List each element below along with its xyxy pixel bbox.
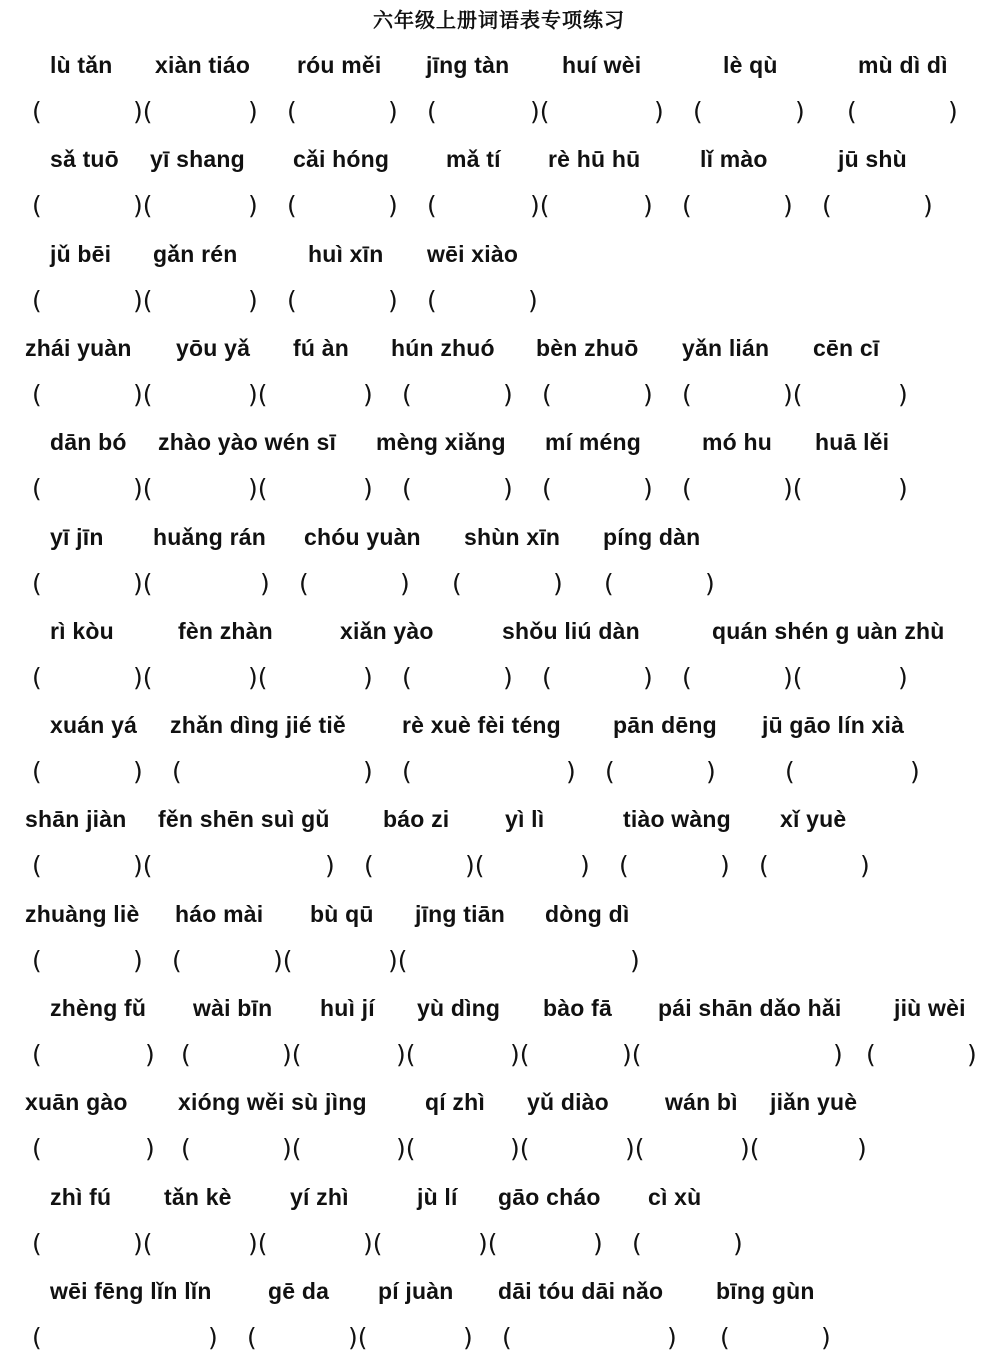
pinyin-word: zhì fú [50, 1183, 112, 1210]
answer-bracket: ) [388, 97, 398, 126]
pinyin-word: cēn cī [813, 334, 880, 361]
answer-bracket: ) [133, 945, 143, 975]
answer-bracket: ) [580, 851, 590, 881]
answer-bracket: ) [388, 191, 398, 221]
answer-bracket: )( [396, 1134, 416, 1164]
answer-bracket: ) [593, 1228, 603, 1258]
pinyin-row [0, 136, 998, 182]
pinyin-word: dān bó [50, 429, 127, 456]
answer-bracket: ) [260, 568, 270, 598]
pinyin-word: zhǎn dìng jié tiě [170, 712, 346, 739]
answer-bracket: ( [32, 1040, 42, 1069]
answer-bracket: ) [967, 1040, 977, 1069]
answer-bracket: )( [248, 379, 268, 409]
answer-bracket: ) [363, 474, 373, 504]
pinyin-word: yí zhì [290, 1183, 349, 1210]
answer-row [0, 183, 998, 229]
answer-bracket: ( [605, 757, 615, 787]
pinyin-word: báo zi [383, 806, 450, 833]
pinyin-row [0, 796, 998, 842]
answer-bracket: ( [682, 662, 692, 692]
answer-bracket: ( [299, 568, 309, 598]
pinyin-word: xuán yá [50, 712, 138, 739]
answer-bracket: ( [866, 1040, 876, 1069]
answer-bracket: ) [643, 474, 653, 504]
answer-bracket: ) [643, 191, 653, 221]
pinyin-word: jù lí [417, 1183, 458, 1210]
answer-bracket: )( [530, 191, 550, 221]
pinyin-word: shǒu liú dàn [502, 617, 640, 644]
answer-bracket: ) [706, 757, 716, 787]
answer-bracket: ) [833, 1040, 843, 1069]
answer-bracket: )( [478, 1228, 498, 1258]
pinyin-word: gē da [268, 1277, 330, 1304]
pinyin-word: lè qù [723, 52, 778, 78]
answer-row [0, 561, 998, 607]
pinyin-word: yǎn lián [682, 334, 770, 361]
answer-bracket: ( [452, 568, 462, 598]
answer-bracket: ( [181, 1134, 191, 1164]
answer-bracket: ( [32, 474, 42, 504]
pinyin-word: huí wèi [562, 52, 642, 78]
answer-bracket: )( [133, 568, 153, 598]
pinyin-word: hún zhuó [391, 334, 495, 361]
pinyin-row [0, 231, 998, 277]
pinyin-word: huǎng rán [153, 523, 266, 550]
pinyin-word: yì lì [505, 806, 545, 833]
pinyin-word: zhái yuàn [25, 334, 132, 361]
answer-bracket: )( [133, 474, 153, 504]
answer-bracket: ( [847, 97, 857, 126]
answer-row [0, 938, 998, 984]
pinyin-word: xǐ yuè [780, 806, 847, 833]
pinyin-word: yǔ diào [527, 1089, 609, 1116]
pinyin-word: bèn zhuō [536, 334, 639, 361]
pinyin-word: píng dàn [603, 523, 701, 550]
pinyin-word: cǎi hóng [293, 146, 390, 173]
answer-bracket: ( [720, 1322, 730, 1352]
answer-bracket: )( [783, 662, 803, 692]
answer-bracket: )( [396, 1040, 416, 1069]
pinyin-row [0, 325, 998, 371]
answer-row [0, 1032, 998, 1078]
answer-bracket: )( [510, 1040, 530, 1069]
answer-bracket: )( [282, 1134, 302, 1164]
answer-bracket: ( [32, 1134, 42, 1164]
answer-bracket: ( [32, 285, 42, 315]
answer-bracket: ) [705, 568, 715, 598]
answer-bracket: )( [133, 379, 153, 409]
answer-bracket: )( [273, 945, 293, 975]
pinyin-word: huì jí [320, 995, 375, 1021]
answer-bracket: ) [248, 285, 258, 315]
answer-bracket: ) [667, 1322, 677, 1352]
pinyin-word: dāi tóu dāi nǎo [498, 1277, 664, 1304]
answer-bracket: ( [693, 97, 703, 126]
answer-row [0, 843, 998, 889]
answer-row [0, 466, 998, 512]
pinyin-word: rè xuè fèi téng [402, 712, 561, 739]
pinyin-word: mǎ tí [446, 146, 501, 173]
pinyin-word: wài bīn [193, 995, 273, 1021]
pinyin-word: yōu yǎ [176, 334, 251, 361]
pinyin-word: zhào yào wén sī [158, 429, 337, 456]
pinyin-word: wēi fēng lǐn lǐn [50, 1277, 212, 1304]
answer-bracket: ) [133, 757, 143, 787]
answer-bracket: ) [923, 191, 933, 221]
answer-bracket: )( [622, 1040, 642, 1069]
pinyin-row [0, 608, 998, 654]
pinyin-word: háo mài [175, 900, 264, 927]
pinyin-word: huì xīn [308, 240, 384, 267]
answer-bracket: ( [172, 945, 182, 975]
answer-bracket: ) [783, 191, 793, 221]
answer-bracket: ( [287, 285, 297, 315]
answer-bracket: ) [795, 97, 805, 126]
answer-bracket: ( [604, 568, 614, 598]
pinyin-word: pān dēng [613, 712, 717, 739]
pinyin-word: xiàn tiáo [155, 52, 251, 78]
answer-bracket: ( [172, 757, 182, 787]
pinyin-word: bīng gùn [716, 1277, 815, 1304]
answer-bracket: ) [145, 1040, 155, 1069]
answer-bracket: ) [857, 1134, 867, 1164]
pinyin-word: dòng dì [545, 900, 630, 927]
answer-bracket: ) [898, 379, 908, 409]
answer-bracket: ( [247, 1322, 257, 1352]
answer-bracket: ( [759, 851, 769, 881]
pinyin-word: yī shang [150, 146, 245, 173]
answer-bracket: ( [682, 474, 692, 504]
answer-bracket: ( [32, 851, 42, 881]
pinyin-word: xuān gào [25, 1089, 128, 1116]
pinyin-word: jǔ bēi [50, 240, 112, 267]
answer-bracket: ( [822, 191, 832, 221]
answer-bracket: ( [427, 285, 437, 315]
answer-bracket: ) [630, 945, 640, 975]
answer-bracket: ) [248, 191, 258, 221]
answer-bracket: ( [32, 1228, 42, 1258]
answer-bracket: ) [898, 474, 908, 504]
answer-bracket: ( [287, 191, 297, 221]
pinyin-word: mó hu [702, 429, 772, 456]
answer-bracket: ) [363, 757, 373, 787]
pinyin-word: mí méng [545, 429, 641, 456]
pinyin-word: jū gāo lín xià [762, 712, 905, 739]
answer-row [0, 1221, 998, 1267]
answer-bracket: ) [208, 1322, 218, 1352]
answer-bracket: )( [465, 851, 485, 881]
answer-bracket: )( [348, 1322, 368, 1352]
pinyin-word: pái shān dǎo hǎi [658, 995, 842, 1021]
answer-bracket: ) [910, 757, 920, 787]
pinyin-word: fèn zhàn [178, 617, 273, 644]
answer-bracket: ) [388, 285, 398, 315]
pinyin-row [0, 985, 998, 1031]
answer-bracket: ) [503, 379, 513, 409]
answer-bracket: ( [32, 662, 42, 692]
pinyin-word: jū shù [838, 146, 907, 173]
answer-bracket: ( [427, 191, 437, 221]
pinyin-word: xióng wěi sù jìng [178, 1089, 367, 1116]
pinyin-word: cì xù [648, 1183, 702, 1210]
pinyin-word: bào fā [543, 995, 612, 1021]
answer-bracket: ( [542, 474, 552, 504]
answer-row [0, 89, 998, 135]
answer-bracket: )( [248, 1228, 268, 1258]
pinyin-word: róu měi [297, 52, 382, 78]
answer-bracket: ( [287, 97, 297, 126]
pinyin-word: lù tǎn [50, 52, 113, 78]
answer-bracket: ( [32, 379, 42, 409]
pinyin-row [0, 42, 998, 88]
answer-bracket: ( [502, 1322, 512, 1352]
answer-bracket: ) [463, 1322, 473, 1352]
answer-bracket: ( [402, 757, 412, 787]
answer-bracket: )( [133, 851, 153, 881]
pinyin-row [0, 1268, 998, 1314]
pinyin-word: jīng tiān [415, 900, 505, 927]
pinyin-word: tiào wàng [623, 806, 731, 833]
answer-bracket: )( [510, 1134, 530, 1164]
answer-bracket: ) [821, 1322, 831, 1352]
pinyin-word: sǎ tuō [50, 146, 119, 173]
pinyin-word: qí zhì [425, 1089, 485, 1116]
answer-bracket: ) [503, 474, 513, 504]
pinyin-row [0, 1174, 998, 1220]
pinyin-word: wán bì [665, 1089, 738, 1116]
answer-bracket: ) [503, 662, 513, 692]
answer-row [0, 655, 998, 701]
pinyin-word: jiǎn yuè [770, 1089, 858, 1116]
answer-bracket: )( [388, 945, 408, 975]
pinyin-word: mù dì dì [858, 52, 948, 78]
pinyin-word: jīng tàn [426, 52, 510, 78]
answer-bracket: )( [282, 1040, 302, 1069]
answer-bracket: )( [133, 97, 153, 126]
page-title: 六年级上册词语表专项练习 [373, 8, 625, 32]
answer-bracket: )( [133, 285, 153, 315]
answer-bracket: ) [566, 757, 576, 787]
pinyin-word: tǎn kè [164, 1183, 232, 1210]
answer-bracket: ( [632, 1228, 642, 1258]
answer-bracket: ) [733, 1228, 743, 1258]
answer-row [0, 1126, 998, 1172]
pinyin-word: gāo cháo [498, 1183, 601, 1210]
answer-bracket: )( [248, 662, 268, 692]
answer-bracket: ) [145, 1134, 155, 1164]
answer-bracket: ( [427, 97, 437, 126]
answer-bracket: ) [363, 379, 373, 409]
answer-bracket: ( [402, 662, 412, 692]
answer-bracket: )( [783, 379, 803, 409]
answer-bracket: ) [248, 97, 258, 126]
answer-bracket: ) [898, 662, 908, 692]
answer-bracket: ( [181, 1040, 191, 1069]
answer-bracket: ) [860, 851, 870, 881]
answer-bracket: )( [625, 1134, 645, 1164]
answer-bracket: ( [619, 851, 629, 881]
answer-bracket: ( [542, 662, 552, 692]
answer-row [0, 749, 998, 795]
pinyin-word: mèng xiǎng [376, 429, 506, 456]
answer-bracket: ( [402, 474, 412, 504]
answer-row [0, 278, 998, 324]
pinyin-word: fú àn [293, 334, 349, 361]
pinyin-word: lǐ mào [700, 146, 768, 173]
answer-bracket: )( [363, 1228, 383, 1258]
pinyin-row [0, 1079, 998, 1125]
answer-bracket: ( [32, 1322, 42, 1352]
answer-bracket: ) [643, 379, 653, 409]
pinyin-word: zhuàng liè [25, 900, 140, 927]
answer-bracket: ) [654, 97, 664, 126]
pinyin-word: shùn xīn [464, 523, 561, 550]
pinyin-word: bù qū [310, 900, 374, 927]
pinyin-word: quán shén g uàn zhù [712, 617, 945, 644]
pinyin-word: rì kòu [50, 617, 114, 644]
answer-bracket: ( [402, 379, 412, 409]
pinyin-word: zhèng fǔ [50, 995, 147, 1021]
pinyin-word: gǎn rén [153, 240, 238, 267]
pinyin-word: rè hū hū [548, 146, 641, 173]
answer-bracket: ) [720, 851, 730, 881]
pinyin-word: jiù wèi [894, 995, 966, 1021]
answer-bracket: ( [32, 757, 42, 787]
answer-bracket: )( [783, 474, 803, 504]
answer-bracket: )( [133, 1228, 153, 1258]
answer-bracket: ( [32, 97, 42, 126]
pinyin-word: yù dìng [417, 995, 501, 1021]
answer-bracket: ( [682, 379, 692, 409]
answer-bracket: ( [32, 945, 42, 975]
answer-bracket: )( [530, 97, 550, 126]
pinyin-word: pí juàn [378, 1277, 454, 1304]
answer-bracket: ( [542, 379, 552, 409]
answer-bracket: )( [133, 191, 153, 221]
answer-bracket: ) [400, 568, 410, 598]
pinyin-word: chóu yuàn [304, 523, 421, 550]
answer-bracket: ( [32, 568, 42, 598]
pinyin-word: xiǎn yào [340, 617, 434, 644]
pinyin-row [0, 419, 998, 465]
answer-bracket: ( [682, 191, 692, 221]
answer-bracket: )( [740, 1134, 760, 1164]
pinyin-row [0, 514, 998, 560]
answer-bracket: ( [32, 191, 42, 221]
pinyin-word: fěn shēn suì gǔ [158, 806, 330, 833]
pinyin-word: huā lěi [815, 429, 890, 456]
pinyin-word: shān jiàn [25, 806, 127, 833]
answer-bracket: ( [364, 851, 374, 881]
answer-bracket: ) [553, 568, 563, 598]
answer-bracket: )( [248, 474, 268, 504]
answer-bracket: ) [948, 97, 958, 126]
answer-bracket: ) [528, 285, 538, 315]
answer-bracket: ( [785, 757, 795, 787]
answer-row [0, 1315, 998, 1361]
pinyin-word: yī jīn [50, 523, 104, 550]
pinyin-row [0, 891, 998, 937]
answer-bracket: ) [325, 851, 335, 881]
answer-bracket: )( [133, 662, 153, 692]
pinyin-word: wēi xiào [427, 240, 519, 267]
pinyin-row [0, 702, 998, 748]
answer-bracket: ) [363, 662, 373, 692]
answer-bracket: ) [643, 662, 653, 692]
answer-row [0, 372, 998, 418]
